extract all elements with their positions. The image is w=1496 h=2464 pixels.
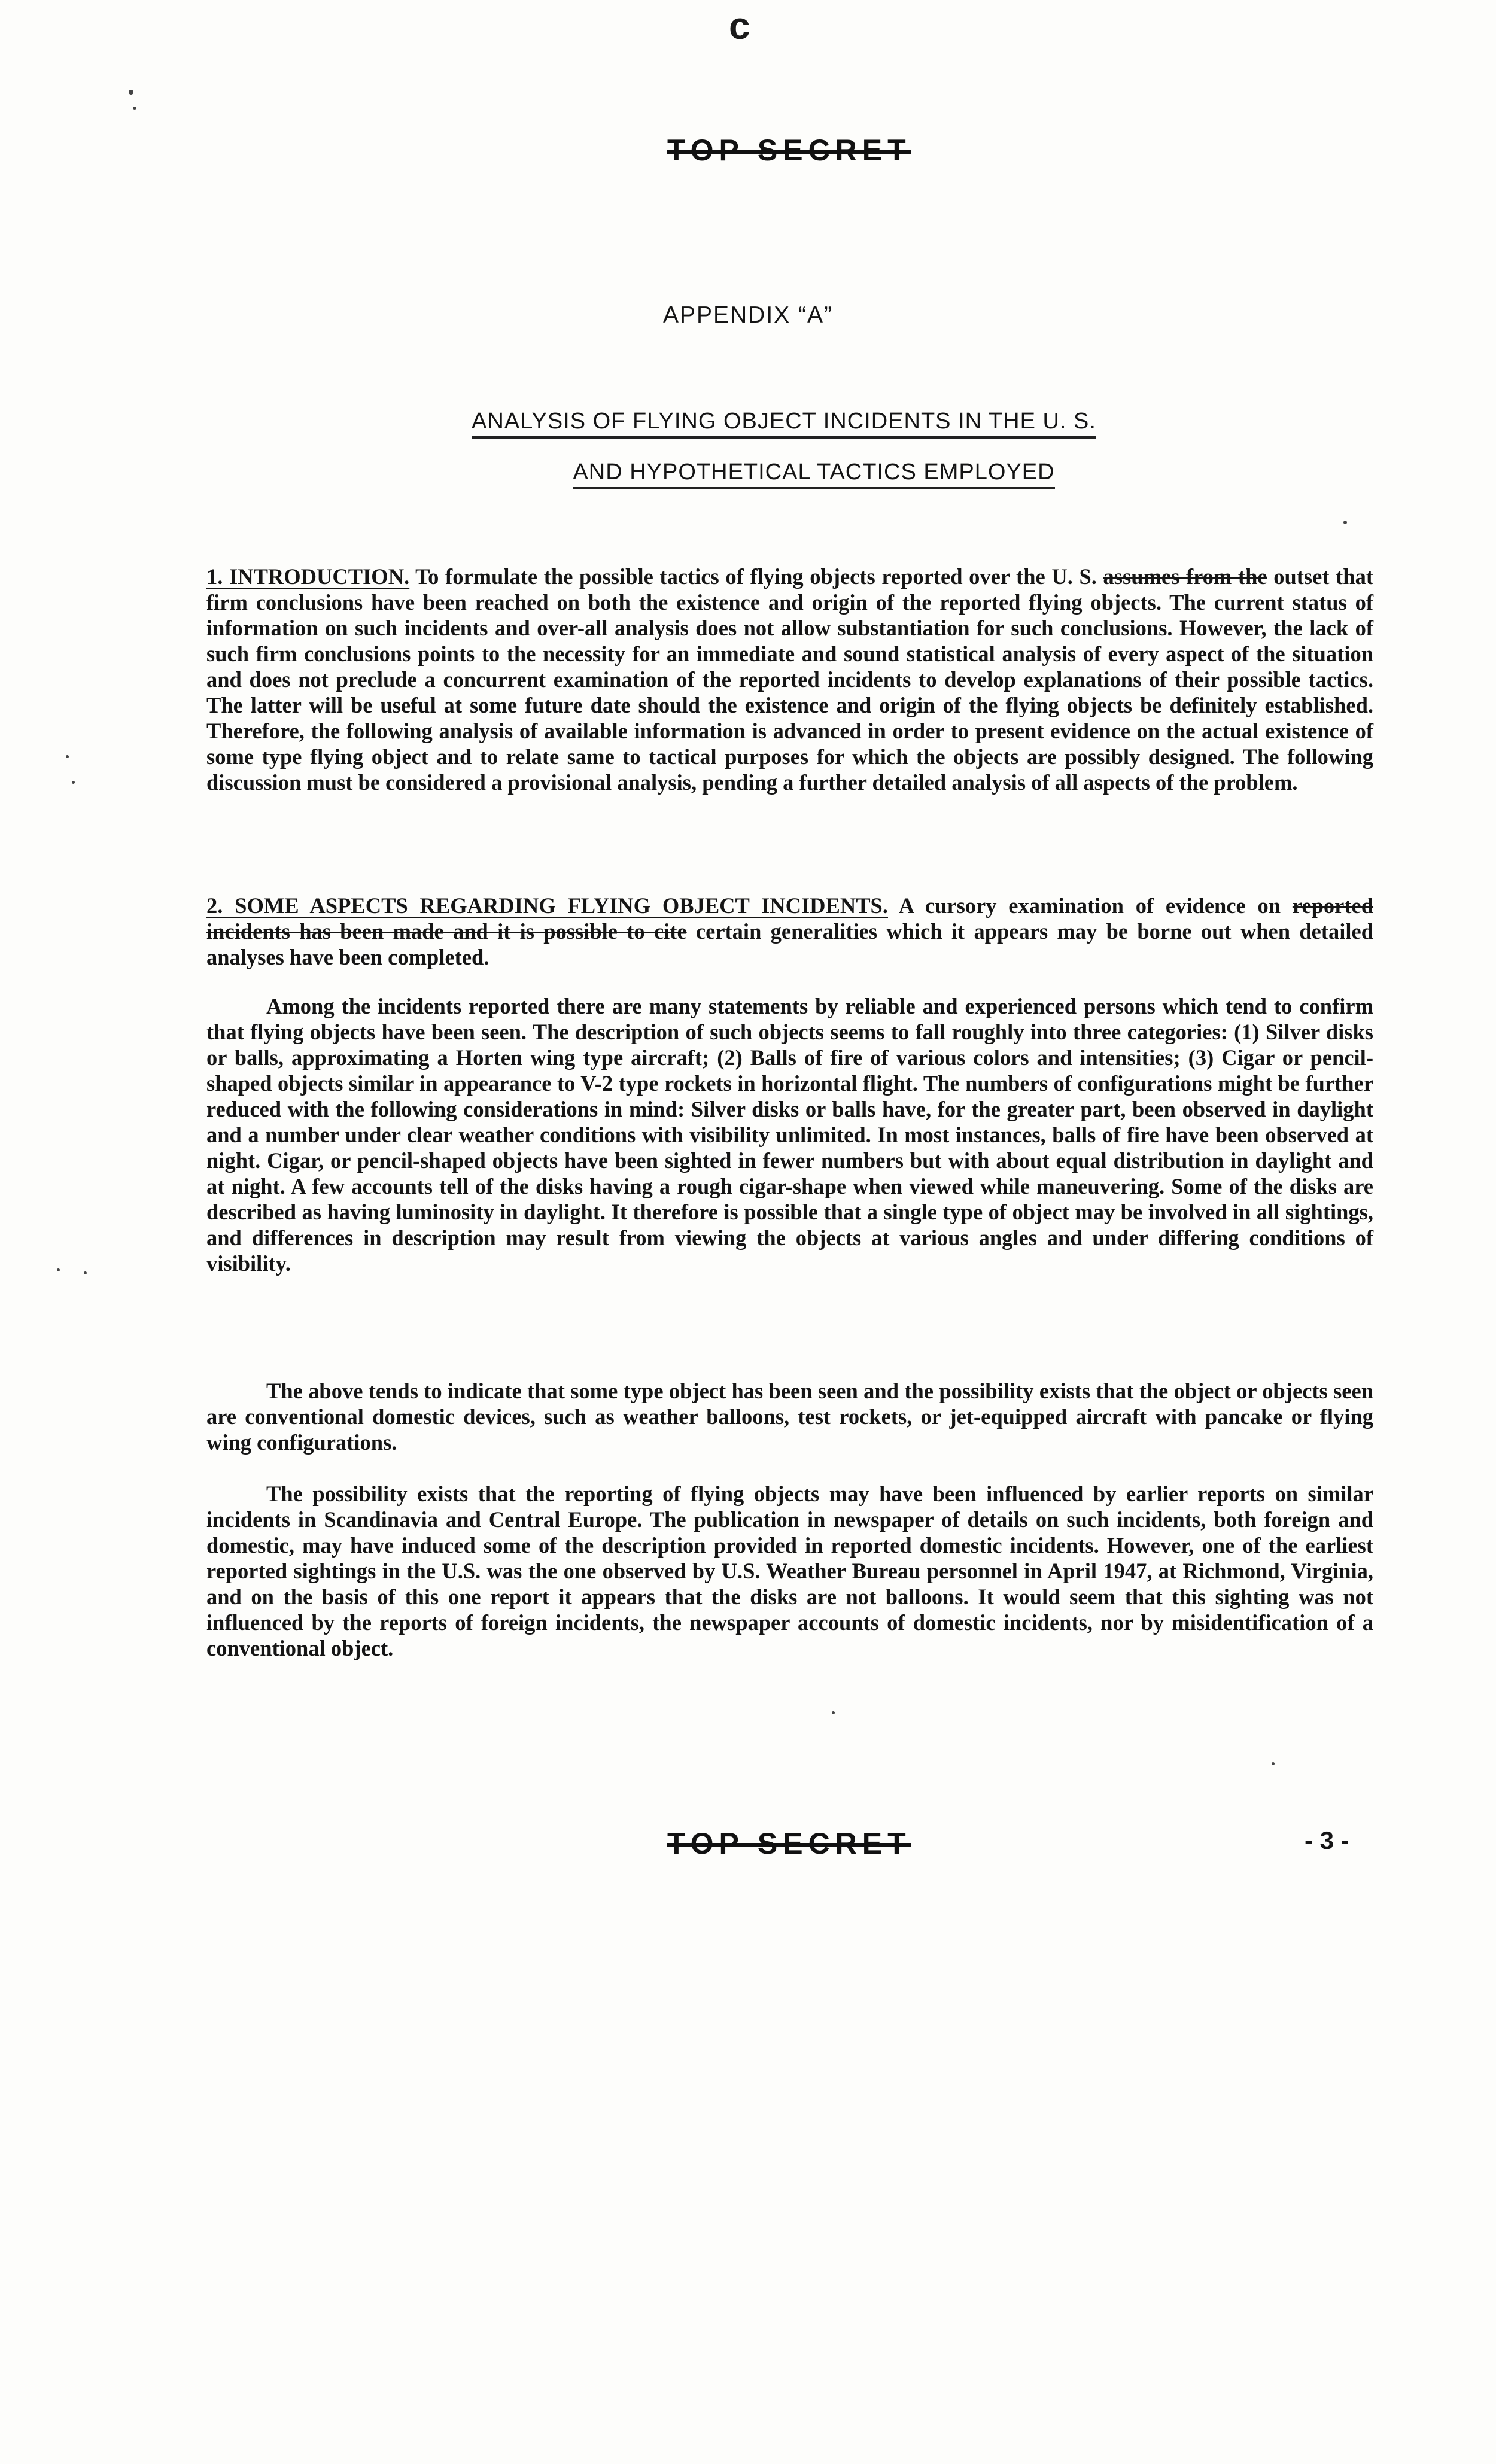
section-introduction (206, 564, 1373, 795)
section-aspects-text-a: A cursory examination of evidence on (887, 893, 1293, 918)
title-line-1-text: ANALYSIS OF FLYING OBJECT INCIDENTS IN THE U. S. (472, 409, 1096, 439)
scan-speck (57, 1268, 60, 1271)
section-aspects-paragraph (206, 893, 1373, 970)
paragraph-conventional-devices (206, 1378, 1373, 1455)
section-aspects-text-b: certain generalities which it appears may be borne out when detailed analyses have been completed. (206, 919, 1373, 969)
paragraph-earlier-reports (206, 1481, 1373, 1661)
section-introduction-text-b: outset that firm conclusions have been reached on both the existence and origin of the reported flying objects. The current status of information on such incidents and over-all analysis does not allow substantiation for such conclusions. However, the lack of such firm conclusions points to the necessity for an immediate and sound statistical analysis of every aspect of the situation and does not preclude a concurrent examination of the reported incidents to develop explanations of their possible tactics. The latter will be useful at some future date should the existence and origin of the flying objects be definitely established. Therefore, the following analysis of available information is advanced in order to present evidence on the actual existence of some type flying object and to relate same to tactical purposes for which the objects are possibly designed. The following discussion must be considered a provisional analysis, pending a further detailed analysis of all aspects of the problem. (206, 564, 1373, 795)
section-introduction-struck-text: assumes from the (1103, 564, 1267, 589)
classification-marking-top: TOP SECRET (667, 133, 911, 167)
scan-speck (1343, 521, 1347, 524)
paragraph-earlier-reports-text: The possibility exists that the reporting of flying objects may have been influenced by earlier reports on similar incidents in Scandinavia and Central Europe. The publication in newspaper of details on such incidents, both foreign and domestic, may have induced some of the description provided in reported domestic incidents. However, one of the earliest reported sightings in the U.S. was the one observed by U.S. Weather Bureau personnel in April 1947, at Richmond, Virginia, and on the basis of this one report it appears that the disks are not balloons. It would seem that this sighting was not influenced by the reports of foreign incidents, the newspaper accounts of domestic incidents, nor by misidentification of a conventional object. (206, 1482, 1373, 1660)
section-introduction-text-a: To formulate the possible tactics of flying objects reported over the U. S. (409, 564, 1103, 589)
section-introduction-heading: 1. INTRODUCTION. (206, 564, 410, 589)
corner-handwritten-mark: c (729, 4, 750, 47)
scan-speck (84, 1271, 87, 1274)
scan-speck (66, 755, 69, 758)
title-line-2-text: AND HYPOTHETICAL TACTICS EMPLOYED (573, 460, 1054, 489)
appendix-label: APPENDIX “A” (662, 302, 834, 328)
paragraph-conventional-devices-text: The above tends to indicate that some type object has been seen and the possibility exists that the object or objects seen are conventional domestic devices, such as weather balloons, test rockets, or jet-equipped aircraft with pancake or flying wing configurations. (206, 1379, 1373, 1455)
scan-speck (133, 107, 136, 110)
paragraph-categories (206, 993, 1373, 1276)
scan-speck (1272, 1762, 1275, 1765)
page-number: - 3 - (1305, 1826, 1349, 1854)
classification-marking-bottom: TOP SECRET (667, 1827, 911, 1860)
title-line-2 (66, 460, 1496, 485)
scan-speck (832, 1711, 835, 1714)
scan-speck (72, 781, 75, 784)
paragraph-categories-text: Among the incidents reported there are many statements by reliable and experienced persons which tend to confirm that flying objects have been seen. The description of such objects seems to fall roughly into three categories: (1) Silver disks or balls, approximating a Horten wing type aircraft; (2) Balls of fire of various colors and intensities; (3) Cigar or pencil-shaped objects similar in appearance to V-2 type rockets in horizontal flight. The numbers of configurations might be further reduced with the following considerations in mind: Silver disks or balls have, for the greater part, been observed in daylight and a number under clear weather conditions with visibility unlimited. In most instances, balls of fire have been observed at night. Cigar, or pencil-shaped objects have been sighted in fewer numbers but with about equal distribution in daylight and at night. A few accounts tell of the disks having a rough cigar-shape when viewed while maneuvering. Some of the disks are described as having luminosity in daylight. It therefore is possible that a single type of object may be involved in all sightings, and differences in description may result from viewing the objects at various angles and under differing conditions of visibility. (206, 994, 1373, 1276)
section-introduction-paragraph (206, 564, 1373, 795)
section-aspects-struck-text: reported incidents has been made and it is possible to cite (206, 893, 1374, 944)
section-aspects-heading: 2. SOME ASPECTS REGARDING FLYING OBJECT INCIDENTS. (206, 893, 888, 918)
title-line-1 (36, 409, 1496, 434)
scan-speck (129, 90, 133, 95)
section-aspects (206, 893, 1373, 970)
